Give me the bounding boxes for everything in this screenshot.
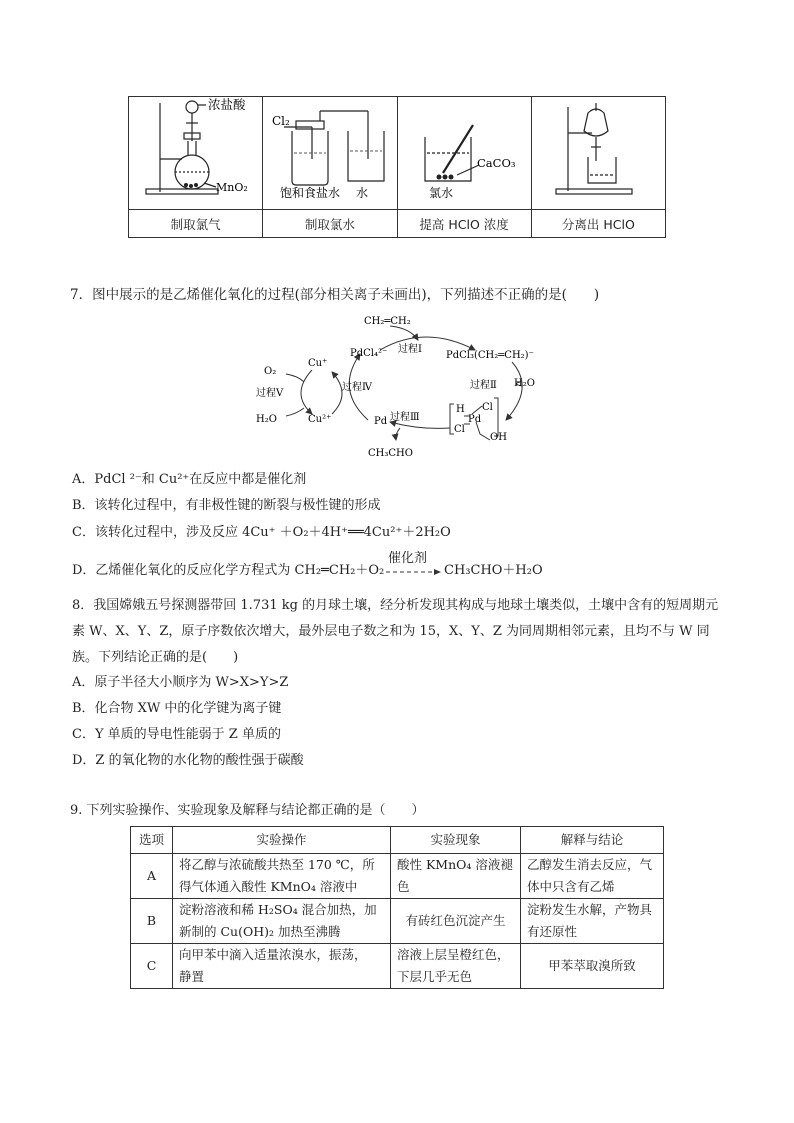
cu-plus-label: Cu⁺ [308, 358, 328, 369]
chlorine-generator-figure [130, 97, 262, 205]
q7-catalytic-cycle-diagram [250, 310, 550, 460]
row-operation [173, 899, 391, 944]
header-phenomenon: 实验现象 [391, 827, 521, 854]
q7-option-b: B．该转化过程中，有非极性键的断裂与极性键的形成 [72, 498, 381, 513]
step-5-label: 过程Ⅴ [256, 388, 284, 399]
caco3-label: CaCO₃ [477, 156, 516, 170]
q9-title: 9. 下列实验操作、实验现象及解释与结论都正确的是（ ） [70, 803, 425, 818]
row-conclusion [521, 944, 664, 989]
intermediate-cl-top-label: Cl [482, 402, 493, 413]
caption-separate-hclo: 分离出 HClO [531, 210, 665, 238]
phenomenon-line: 酸性 KMnO₄ 溶液褪 [397, 857, 513, 872]
separating-funnel-figure [536, 97, 660, 205]
mno2-label: MnO₂ [215, 181, 248, 194]
saturated-brine-label: 饱和食盐水 [279, 186, 340, 200]
table-header-row [131, 827, 664, 854]
cu2-plus-label: Cu²⁺ [308, 414, 332, 425]
conc-hcl-label: 浓盐酸 [207, 97, 246, 112]
q7-option-c: C．该转化过程中，涉及反应 4Cu⁺ ＋O₂＋4H⁺══4Cu²⁺＋2H₂O [72, 525, 451, 540]
header-operation: 实验操作 [173, 827, 391, 854]
apparatus-cell-hclo [397, 97, 531, 210]
q7-option-d-catalyst: 催化剂 [388, 551, 428, 566]
table-row [131, 854, 664, 899]
pdcl3-ethylene-label: PdCl₃(CH₂═CH₂)⁻ [446, 350, 534, 361]
row-conclusion [521, 899, 664, 944]
q8-stem-line1: 8．我国嫦娥五号探测器带回 1.731 kg 的月球土壤，经分析发现其构成与地球土壤类似，土壤中含有的短周期元 [72, 598, 719, 613]
row-phenomenon [391, 944, 521, 989]
conclusion-line: 有还原性 [527, 924, 578, 939]
apparatus-cell-chlorine [129, 97, 263, 210]
q8-option-a: A．原子半径大小顺序为 W>X>Y>Z [72, 675, 289, 690]
water-label: 水 [355, 186, 368, 200]
h2o-out-label: H₂O [256, 414, 277, 425]
operation-line: 淀粉溶液和稀 H₂SO₄ 混合加热，加 [179, 902, 377, 917]
intermediate-h-label: H [456, 404, 465, 415]
operation-line: 将乙醇与浓硫酸共热至 170 ℃，所 [179, 857, 375, 872]
q8-option-d: D．Z 的氧化物的水化物的酸性强于碳酸 [72, 753, 304, 768]
q7-option-d-prefix: D．乙烯催化氧化的反应化学方程式为 CH₂═CH₂＋O₂ [72, 563, 385, 578]
q8-option-c: C．Y 单质的导电性能弱于 Z 单质的 [72, 727, 281, 742]
caption-increase-hclo: 提高 HClO 浓度 [397, 210, 531, 238]
hclo-figure [399, 97, 529, 205]
conclusion-line: 淀粉发生水解，产物具 [527, 902, 653, 917]
intermediate-pd-label: Pd [468, 414, 482, 425]
table-row [131, 899, 664, 944]
row-operation [173, 854, 391, 899]
step-4-label: 过程Ⅳ [342, 382, 372, 393]
cl2-label: Cl₂ [271, 114, 290, 128]
intermediate-cl-bottom-label: Cl [454, 424, 465, 435]
row-option: C [131, 944, 173, 989]
operation-line: 静置 [179, 969, 205, 984]
row-conclusion [521, 854, 664, 899]
phenomenon-line: 色 [397, 879, 410, 894]
row-operation [173, 944, 391, 989]
step-2-label: 过程Ⅱ [470, 380, 497, 391]
header-conclusion: 解释与结论 [521, 827, 664, 854]
q8-option-b: B．化合物 XW 中的化学键为离子键 [72, 701, 282, 716]
apparatus-cell-separation [531, 97, 665, 210]
phenomenon-line: 溶液上层呈橙红色， [397, 947, 510, 962]
step-1-label: 过程Ⅰ [398, 344, 422, 355]
operation-line: 向甲苯中滴入适量浓溴水，振荡， [179, 947, 367, 962]
operation-line: 新制的 Cu(OH)₂ 加热至沸腾 [179, 924, 341, 939]
experiment-table [130, 826, 664, 989]
apparatus-table [128, 96, 666, 238]
conclusion-line: 体中只含有乙烯 [527, 879, 615, 894]
conclusion-line: 甲苯萃取溴所致 [548, 958, 636, 973]
q8-stem-line3: 族。下列结论正确的是( ) [72, 650, 239, 665]
table-row [131, 944, 664, 989]
apparatus-cell-chlorine-water [263, 97, 397, 210]
phenomenon-line: 有砖红色沉淀产生 [405, 913, 506, 928]
o2-label: O₂ [264, 366, 277, 377]
q8-stem-line2: 素 W、X、Y、Z，原子序数依次增大，最外层电子数之和为 15，X、Y、Z 为同周期相邻元素，且均不与 W 同 [72, 624, 710, 639]
row-option: A [131, 854, 173, 899]
row-option: B [131, 899, 173, 944]
header-option: 选项 [131, 827, 173, 854]
pd-label: Pd [374, 416, 388, 427]
chlorine-water-label: 氯水 [429, 186, 454, 200]
q7-option-d-suffix: CH₃CHO＋H₂O [444, 563, 543, 578]
q7-option-a: A．PdCl ²⁻和 Cu²⁺在反应中都是催化剂 [72, 472, 307, 487]
conclusion-line: 乙醇发生消去反应，气 [527, 857, 653, 872]
step-3-label: 过程Ⅲ [390, 412, 420, 423]
caption-make-chlorine-water: 制取氯水 [263, 210, 397, 238]
chlorine-water-figure [264, 97, 396, 205]
q7-title: 7．图中展示的是乙烯催化氧化的过程(部分相关离子未画出)，下列描述不正确的是( ) [70, 287, 600, 303]
h2o-in-label: H₂O [514, 378, 535, 389]
phenomenon-line: 下层几乎无色 [397, 969, 473, 984]
caption-make-chlorine: 制取氯气 [129, 210, 263, 238]
row-phenomenon [391, 899, 521, 944]
q7-reaction-arrow [386, 567, 442, 577]
operation-line: 得气体通入酸性 KMnO₄ 溶液中 [179, 879, 358, 894]
row-phenomenon [391, 854, 521, 899]
ethylene-label: CH₂═CH₂ [364, 316, 411, 327]
intermediate-oh-label: OH [490, 432, 507, 443]
acetaldehyde-label: CH₃CHO [368, 448, 413, 459]
pdcl4-label: PdCl₄²⁻ [350, 348, 388, 359]
